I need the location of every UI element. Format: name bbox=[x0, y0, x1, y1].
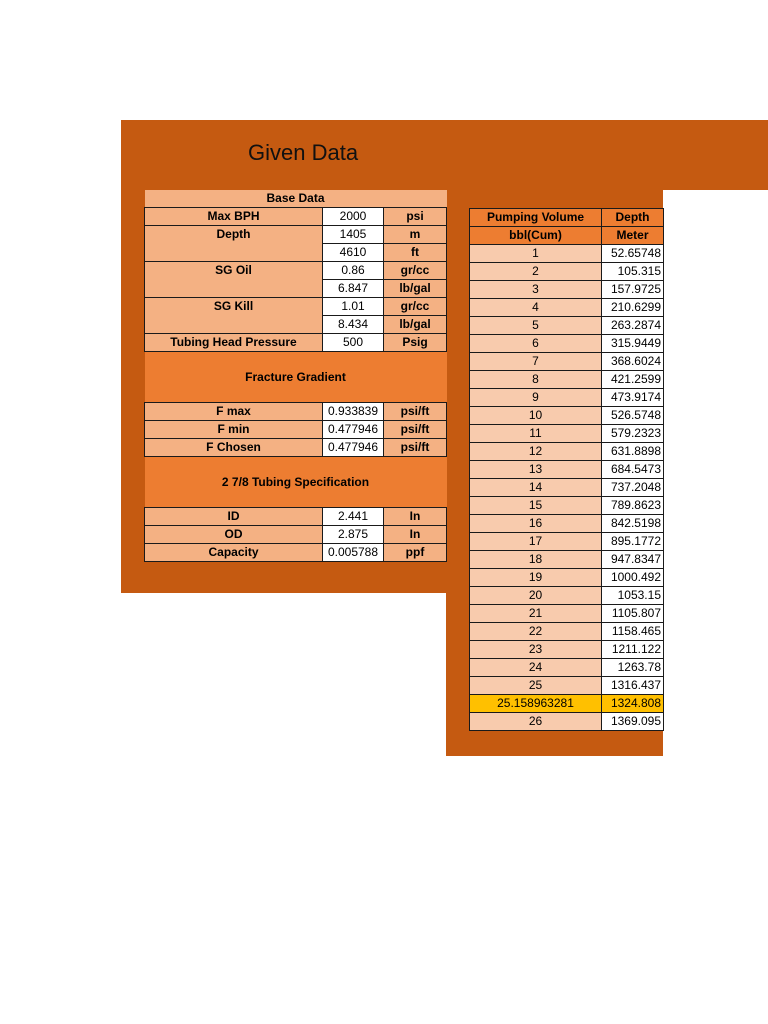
pumping-volume-cell[interactable]: 24 bbox=[470, 659, 602, 677]
table-row bbox=[470, 587, 664, 605]
pumping-volume-cell[interactable]: 16 bbox=[470, 515, 602, 533]
table-row bbox=[470, 443, 664, 461]
depth-meter-cell[interactable]: 1263.78 bbox=[602, 659, 664, 677]
pumping-volume-cell[interactable]: 11 bbox=[470, 425, 602, 443]
table-row bbox=[470, 677, 664, 695]
f-chosen-unit: psi/ft bbox=[384, 439, 447, 457]
sg-oil-unit-grcc: gr/cc bbox=[384, 262, 447, 280]
pumping-volume-cell[interactable]: 25.158963281 bbox=[470, 695, 602, 713]
pumping-volume-cell[interactable]: 7 bbox=[470, 353, 602, 371]
tubing-id-unit: In bbox=[384, 508, 447, 526]
tubing-capacity-value[interactable]: 0.005788 bbox=[323, 544, 384, 562]
max-bph-unit: psi bbox=[384, 208, 447, 226]
table-row bbox=[145, 298, 447, 316]
depth-meter-cell[interactable]: 1369.095 bbox=[602, 713, 664, 731]
pumping-volume-cell[interactable]: 14 bbox=[470, 479, 602, 497]
table-row bbox=[145, 190, 447, 208]
table-row bbox=[145, 544, 447, 562]
table-row bbox=[470, 407, 664, 425]
table-row bbox=[470, 569, 664, 587]
table-row bbox=[470, 209, 664, 227]
depth-meter-cell[interactable]: 947.8347 bbox=[602, 551, 664, 569]
tubing-capacity-label: Capacity bbox=[145, 544, 323, 562]
sg-oil-value-lbgal[interactable]: 6.847 bbox=[323, 280, 384, 298]
table-row bbox=[470, 659, 664, 677]
bbl-cum-subheader: bbl(Cum) bbox=[470, 227, 602, 245]
depth-meter-cell[interactable]: 157.9725 bbox=[602, 281, 664, 299]
pumping-volume-cell[interactable]: 15 bbox=[470, 497, 602, 515]
depth-unit-m: m bbox=[384, 226, 447, 244]
pumping-volume-cell[interactable]: 17 bbox=[470, 533, 602, 551]
table-row bbox=[145, 508, 447, 526]
depth-meter-cell[interactable]: 473.9174 bbox=[602, 389, 664, 407]
sg-oil-unit-lbgal: lb/gal bbox=[384, 280, 447, 298]
tubing-od-label: OD bbox=[145, 526, 323, 544]
table-row bbox=[470, 371, 664, 389]
tubing-od-unit: In bbox=[384, 526, 447, 544]
table-row bbox=[470, 263, 664, 281]
depth-meter-cell[interactable]: 526.5748 bbox=[602, 407, 664, 425]
depth-meter-cell[interactable]: 842.5198 bbox=[602, 515, 664, 533]
table-row bbox=[470, 533, 664, 551]
depth-meter-cell[interactable]: 737.2048 bbox=[602, 479, 664, 497]
table-row bbox=[470, 713, 664, 731]
f-chosen-value[interactable]: 0.477946 bbox=[323, 439, 384, 457]
depth-meter-cell[interactable]: 631.8898 bbox=[602, 443, 664, 461]
table-row bbox=[145, 334, 447, 352]
table-row bbox=[470, 515, 664, 533]
table-row bbox=[145, 421, 447, 439]
table-row bbox=[470, 299, 664, 317]
table-row bbox=[470, 227, 664, 245]
max-bph-value[interactable]: 2000 bbox=[323, 208, 384, 226]
orange-band-top bbox=[121, 120, 768, 190]
pumping-volume-cell[interactable]: 19 bbox=[470, 569, 602, 587]
depth-header: Depth bbox=[602, 209, 664, 227]
sg-kill-value-lbgal[interactable]: 8.434 bbox=[323, 316, 384, 334]
tubing-spec-header: 2 7/8 Tubing Specification bbox=[145, 457, 447, 508]
depth-meter-cell[interactable]: 1324.808 bbox=[602, 695, 664, 713]
depth-meter-cell[interactable]: 1105.807 bbox=[602, 605, 664, 623]
depth-meter-cell[interactable]: 1053.15 bbox=[602, 587, 664, 605]
table-row bbox=[470, 479, 664, 497]
sg-kill-label: SG Kill bbox=[145, 298, 323, 334]
table-row bbox=[145, 208, 447, 226]
depth-meter-cell[interactable]: 684.5473 bbox=[602, 461, 664, 479]
f-min-value[interactable]: 0.477946 bbox=[323, 421, 384, 439]
table-row bbox=[470, 497, 664, 515]
table-row bbox=[470, 641, 664, 659]
table-row bbox=[470, 281, 664, 299]
depth-meter-cell[interactable]: 1000.492 bbox=[602, 569, 664, 587]
table-row bbox=[470, 425, 664, 443]
depth-meter-cell[interactable]: 1316.437 bbox=[602, 677, 664, 695]
sg-oil-label: SG Oil bbox=[145, 262, 323, 298]
table-row bbox=[145, 352, 447, 403]
table-row bbox=[470, 695, 664, 713]
base-data-header: Base Data bbox=[145, 190, 447, 208]
f-min-unit: psi/ft bbox=[384, 421, 447, 439]
f-chosen-label: F Chosen bbox=[145, 439, 323, 457]
pumping-volume-cell[interactable]: 20 bbox=[470, 587, 602, 605]
sg-kill-value-grcc[interactable]: 1.01 bbox=[323, 298, 384, 316]
f-max-unit: psi/ft bbox=[384, 403, 447, 421]
sg-kill-unit-grcc: gr/cc bbox=[384, 298, 447, 316]
table-row bbox=[145, 439, 447, 457]
depth-unit-ft: ft bbox=[384, 244, 447, 262]
table-row bbox=[470, 245, 664, 263]
thp-label: Tubing Head Pressure bbox=[145, 334, 323, 352]
sg-oil-value-grcc[interactable]: 0.86 bbox=[323, 262, 384, 280]
depth-meter-cell[interactable]: 315.9449 bbox=[602, 335, 664, 353]
depth-meter-cell[interactable]: 579.2323 bbox=[602, 425, 664, 443]
pumping-volume-cell[interactable]: 21 bbox=[470, 605, 602, 623]
pumping-volume-cell[interactable]: 1 bbox=[470, 245, 602, 263]
table-row bbox=[470, 335, 664, 353]
depth-meter-cell[interactable]: 1211.122 bbox=[602, 641, 664, 659]
depth-value-m[interactable]: 1405 bbox=[323, 226, 384, 244]
base-data-table bbox=[144, 190, 447, 562]
pumping-volume-cell[interactable]: 25 bbox=[470, 677, 602, 695]
pumping-volume-cell[interactable]: 8 bbox=[470, 371, 602, 389]
tubing-id-label: ID bbox=[145, 508, 323, 526]
pumping-volume-cell[interactable]: 10 bbox=[470, 407, 602, 425]
pumping-volume-cell[interactable]: 3 bbox=[470, 281, 602, 299]
depth-meter-cell[interactable]: 421.2599 bbox=[602, 371, 664, 389]
pumping-volume-cell[interactable]: 12 bbox=[470, 443, 602, 461]
depth-value-ft[interactable]: 4610 bbox=[323, 244, 384, 262]
table-row bbox=[470, 551, 664, 569]
depth-meter-cell[interactable]: 210.6299 bbox=[602, 299, 664, 317]
max-bph-label: Max BPH bbox=[145, 208, 323, 226]
table-row bbox=[470, 353, 664, 371]
page-title: Given Data bbox=[248, 140, 359, 165]
pumping-volume-cell[interactable]: 2 bbox=[470, 263, 602, 281]
sg-kill-unit-lbgal: lb/gal bbox=[384, 316, 447, 334]
table-row bbox=[145, 403, 447, 421]
table-row bbox=[470, 461, 664, 479]
f-max-value[interactable]: 0.933839 bbox=[323, 403, 384, 421]
pumping-volume-cell[interactable]: 4 bbox=[470, 299, 602, 317]
pumping-volume-header: Pumping Volume bbox=[470, 209, 602, 227]
depth-meter-cell[interactable]: 789.8623 bbox=[602, 497, 664, 515]
tubing-od-value[interactable]: 2.875 bbox=[323, 526, 384, 544]
tubing-id-value[interactable]: 2.441 bbox=[323, 508, 384, 526]
table-row bbox=[145, 457, 447, 508]
table-row bbox=[470, 623, 664, 641]
table-row bbox=[145, 262, 447, 280]
table-row bbox=[470, 317, 664, 335]
depth-label: Depth bbox=[145, 226, 323, 262]
table-row bbox=[145, 526, 447, 544]
meter-subheader: Meter bbox=[602, 227, 664, 245]
pumping-volume-cell[interactable]: 6 bbox=[470, 335, 602, 353]
table-row bbox=[145, 226, 447, 244]
thp-value[interactable]: 500 bbox=[323, 334, 384, 352]
pumping-volume-cell[interactable]: 9 bbox=[470, 389, 602, 407]
depth-meter-cell[interactable]: 105.315 bbox=[602, 263, 664, 281]
pumping-volume-cell[interactable]: 13 bbox=[470, 461, 602, 479]
depth-meter-cell[interactable]: 263.2874 bbox=[602, 317, 664, 335]
f-min-label: F min bbox=[145, 421, 323, 439]
depth-meter-cell[interactable]: 895.1772 bbox=[602, 533, 664, 551]
pumping-volume-cell[interactable]: 5 bbox=[470, 317, 602, 335]
thp-unit: Psig bbox=[384, 334, 447, 352]
tubing-capacity-unit: ppf bbox=[384, 544, 447, 562]
fracture-gradient-header: Fracture Gradient bbox=[145, 352, 447, 403]
depth-meter-cell[interactable]: 52.65748 bbox=[602, 245, 664, 263]
table-row bbox=[470, 389, 664, 407]
pumping-volume-cell[interactable]: 23 bbox=[470, 641, 602, 659]
f-max-label: F max bbox=[145, 403, 323, 421]
pumping-volume-table bbox=[469, 208, 664, 731]
pumping-volume-cell[interactable]: 22 bbox=[470, 623, 602, 641]
table-row bbox=[470, 605, 664, 623]
depth-meter-cell[interactable]: 368.6024 bbox=[602, 353, 664, 371]
depth-meter-cell[interactable]: 1158.465 bbox=[602, 623, 664, 641]
pumping-volume-cell[interactable]: 18 bbox=[470, 551, 602, 569]
pumping-volume-cell[interactable]: 26 bbox=[470, 713, 602, 731]
